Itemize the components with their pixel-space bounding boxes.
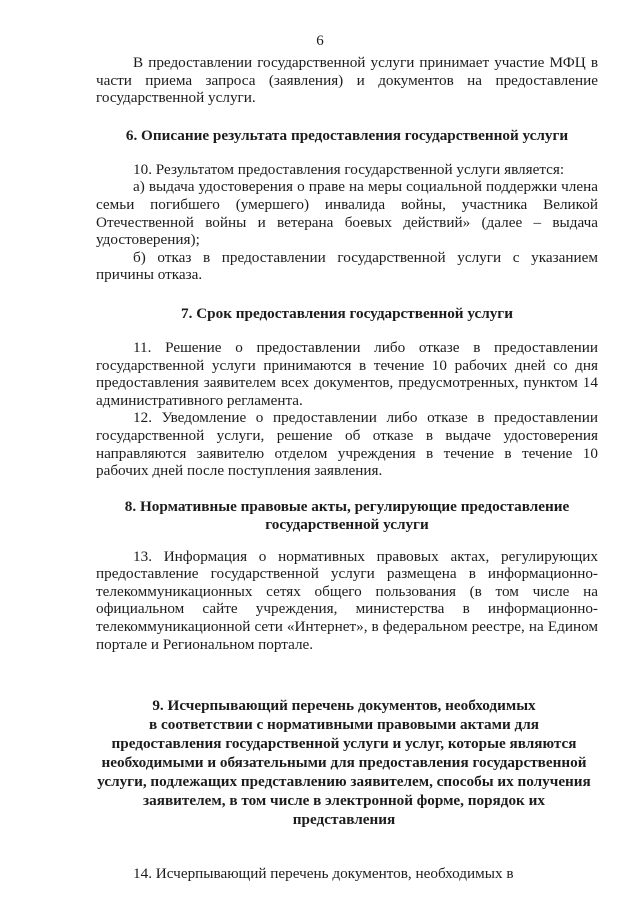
section-9-heading-line: представления [292,811,396,829]
paragraph-13: 13. Информация о нормативных правовых актах, регулирующих предоставление государственной услуги размещена в информационно-телекоммуникационных сетях общего пользования (в том числе на официальном сайте учреждения, министерства в информационно-телекоммуникационной сети «Интернет», в федеральном реестре, на Едином портале и Региональном портале. [96,547,598,653]
page-number: 6 [316,33,324,49]
section-9-heading-line: в соответствии с нормативными правовыми актами для [149,716,539,734]
intro-paragraph: В предоставлении государственной услуги принимает участие МФЦ в части приема запроса (заявления) и документов на предоставление государственной услуги. [96,54,598,107]
section-6-heading: 6. Описание результата предоставления государственной услуги [125,126,569,144]
section-8-heading [96,498,598,534]
section-8-heading-line-2: государственной услуги [265,515,429,533]
paragraph-14: 14. Исчерпывающий перечень документов, необходимых в [133,865,514,883]
section-9-heading [96,696,598,829]
paragraph-11: 11. Решение о предоставлении либо отказе в предоставлении государственной услуги принимаются в течение 10 рабочих дней со дня предоставления заявителем всех документов, предусмотренных, пунктом 14 административного регламента. [96,338,598,409]
section-9-heading-line: заявителем, в том числе в электронной форме, порядок их [143,792,545,810]
document-body [96,54,598,883]
list-item-b: б) отказ в предоставлении государственной услуги с указанием причины отказа. [96,248,598,284]
section-9-heading-line: предоставления государственной услуги и услуг, которые являются [111,735,577,753]
section-9-heading-line: услуги, подлежащих представлению заявителем, способы их получения [97,773,591,791]
section-8-heading-line-1: 8. Нормативные правовые акты, регулирующие предоставление [124,497,570,515]
paragraph-12: 12. Уведомление о предоставлении либо отказе в предоставлении государственной услуги, решение об отказе в выдаче удостоверения направляются заявителю отделом учреждения в течение в течение 10 рабочих дней после поступления заявления. [96,409,598,480]
section-9-heading-line: необходимыми и обязательными для предоставления государственной [101,754,587,772]
section-7-heading: 7. Срок предоставления государственной услуги [181,304,513,322]
paragraph-10: 10. Результатом предоставления государственной услуги является: [133,160,565,178]
list-item-a: а) выдача удостоверения о праве на меры социальной поддержки члена семьи погибшего (умершего) инвалида войны, участника Великой Отечественной войны и ветерана боевых действий» (далее – выдача удостоверения); [96,178,598,249]
section-9-heading-line: 9. Исчерпывающий перечень документов, необходимых [152,697,536,715]
